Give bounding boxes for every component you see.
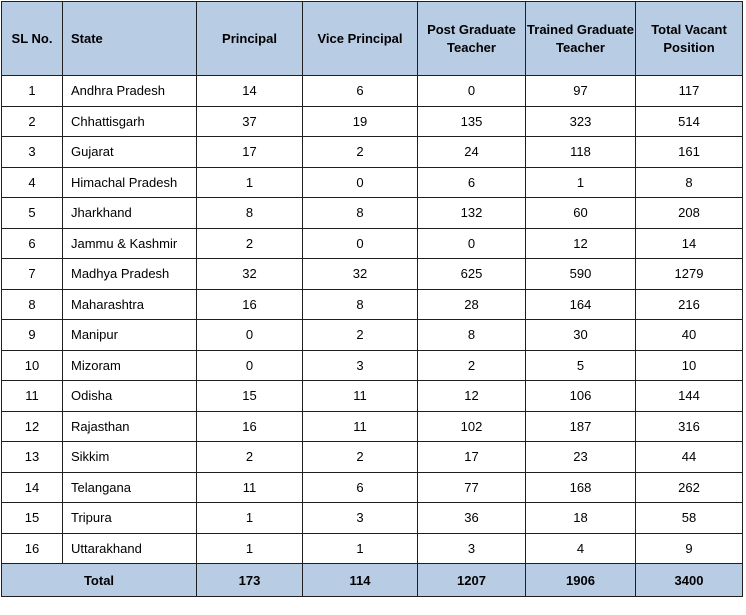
state-cell: Jharkhand — [63, 198, 197, 229]
table-row — [2, 411, 743, 442]
post-graduate-teacher-cell: 28 — [418, 289, 526, 320]
vice-principal-cell: 32 — [303, 259, 418, 290]
principal-cell: 2 — [197, 442, 303, 473]
state-cell: Sikkim — [63, 442, 197, 473]
table-row — [2, 137, 743, 168]
total-vacant-position-cell: 514 — [636, 106, 743, 137]
total-trained-graduate-teacher: 1906 — [526, 564, 636, 597]
sl-no-cell: 2 — [2, 106, 63, 137]
header-vice-principal: Vice Principal — [303, 2, 418, 76]
post-graduate-teacher-cell: 12 — [418, 381, 526, 412]
header-trained-graduate-teacher: Trained Graduate Teacher — [526, 2, 636, 76]
vice-principal-cell: 3 — [303, 350, 418, 381]
post-graduate-teacher-cell: 36 — [418, 503, 526, 534]
sl-no-cell: 5 — [2, 198, 63, 229]
table-row — [2, 198, 743, 229]
header-post-graduate-teacher: Post Graduate Teacher — [418, 2, 526, 76]
principal-cell: 32 — [197, 259, 303, 290]
principal-cell: 37 — [197, 106, 303, 137]
table-row — [2, 533, 743, 564]
principal-cell: 0 — [197, 320, 303, 351]
vice-principal-cell: 2 — [303, 442, 418, 473]
trained-graduate-teacher-cell: 187 — [526, 411, 636, 442]
trained-graduate-teacher-cell: 164 — [526, 289, 636, 320]
post-graduate-teacher-cell: 135 — [418, 106, 526, 137]
principal-cell: 17 — [197, 137, 303, 168]
state-cell: Tripura — [63, 503, 197, 534]
table-row — [2, 472, 743, 503]
table-row — [2, 259, 743, 290]
sl-no-cell: 6 — [2, 228, 63, 259]
sl-no-cell: 7 — [2, 259, 63, 290]
table-header — [2, 2, 743, 76]
total-vacant-position-cell: 9 — [636, 533, 743, 564]
vice-principal-cell: 2 — [303, 320, 418, 351]
principal-cell: 1 — [197, 167, 303, 198]
vice-principal-cell: 6 — [303, 76, 418, 107]
sl-no-cell: 11 — [2, 381, 63, 412]
vice-principal-cell: 11 — [303, 381, 418, 412]
table-row — [2, 503, 743, 534]
header-principal: Principal — [197, 2, 303, 76]
trained-graduate-teacher-cell: 323 — [526, 106, 636, 137]
state-cell: Rajasthan — [63, 411, 197, 442]
total-vacant-position-cell: 40 — [636, 320, 743, 351]
vice-principal-cell: 2 — [303, 137, 418, 168]
principal-cell: 1 — [197, 533, 303, 564]
state-cell: Manipur — [63, 320, 197, 351]
sl-no-cell: 1 — [2, 76, 63, 107]
state-cell: Jammu & Kashmir — [63, 228, 197, 259]
state-cell: Telangana — [63, 472, 197, 503]
table-row — [2, 76, 743, 107]
trained-graduate-teacher-cell: 60 — [526, 198, 636, 229]
vice-principal-cell: 0 — [303, 228, 418, 259]
trained-graduate-teacher-cell: 106 — [526, 381, 636, 412]
sl-no-cell: 13 — [2, 442, 63, 473]
table-row — [2, 381, 743, 412]
sl-no-cell: 8 — [2, 289, 63, 320]
sl-no-cell: 16 — [2, 533, 63, 564]
principal-cell: 2 — [197, 228, 303, 259]
total-vacant-position-cell: 216 — [636, 289, 743, 320]
vice-principal-cell: 6 — [303, 472, 418, 503]
table-row — [2, 167, 743, 198]
vice-principal-cell: 0 — [303, 167, 418, 198]
total-vacant-position-cell: 8 — [636, 167, 743, 198]
total-vice-principal: 114 — [303, 564, 418, 597]
header-state: State — [63, 2, 197, 76]
table-row — [2, 350, 743, 381]
total-vacant-position-cell: 14 — [636, 228, 743, 259]
principal-cell: 0 — [197, 350, 303, 381]
total-vacant-position-cell: 262 — [636, 472, 743, 503]
principal-cell: 1 — [197, 503, 303, 534]
vice-principal-cell: 3 — [303, 503, 418, 534]
post-graduate-teacher-cell: 24 — [418, 137, 526, 168]
trained-graduate-teacher-cell: 97 — [526, 76, 636, 107]
table-row — [2, 106, 743, 137]
post-graduate-teacher-cell: 6 — [418, 167, 526, 198]
trained-graduate-teacher-cell: 23 — [526, 442, 636, 473]
sl-no-cell: 15 — [2, 503, 63, 534]
state-cell: Maharashtra — [63, 289, 197, 320]
total-vacant-position-cell: 58 — [636, 503, 743, 534]
post-graduate-teacher-cell: 17 — [418, 442, 526, 473]
total-vacant-position-cell: 1279 — [636, 259, 743, 290]
state-cell: Madhya Pradesh — [63, 259, 197, 290]
total-vacant-position-cell: 208 — [636, 198, 743, 229]
trained-graduate-teacher-cell: 4 — [526, 533, 636, 564]
post-graduate-teacher-cell: 0 — [418, 228, 526, 259]
state-cell: Odisha — [63, 381, 197, 412]
state-cell: Gujarat — [63, 137, 197, 168]
total-vacant-position-cell: 117 — [636, 76, 743, 107]
vacancy-table — [1, 1, 743, 597]
vice-principal-cell: 11 — [303, 411, 418, 442]
total-vacant-position: 3400 — [636, 564, 743, 597]
sl-no-cell: 3 — [2, 137, 63, 168]
sl-no-cell: 4 — [2, 167, 63, 198]
sl-no-cell: 12 — [2, 411, 63, 442]
post-graduate-teacher-cell: 132 — [418, 198, 526, 229]
post-graduate-teacher-cell: 2 — [418, 350, 526, 381]
table-row — [2, 442, 743, 473]
trained-graduate-teacher-cell: 118 — [526, 137, 636, 168]
total-vacant-position-cell: 316 — [636, 411, 743, 442]
header-total-vacant-position: Total Vacant Position — [636, 2, 743, 76]
trained-graduate-teacher-cell: 12 — [526, 228, 636, 259]
post-graduate-teacher-cell: 77 — [418, 472, 526, 503]
total-label: Total — [2, 564, 197, 597]
vice-principal-cell: 19 — [303, 106, 418, 137]
total-post-graduate-teacher: 1207 — [418, 564, 526, 597]
post-graduate-teacher-cell: 625 — [418, 259, 526, 290]
trained-graduate-teacher-cell: 5 — [526, 350, 636, 381]
total-vacant-position-cell: 144 — [636, 381, 743, 412]
trained-graduate-teacher-cell: 590 — [526, 259, 636, 290]
header-sl-no: SL No. — [2, 2, 63, 76]
principal-cell: 16 — [197, 411, 303, 442]
table-row — [2, 228, 743, 259]
table-row — [2, 320, 743, 351]
table-footer — [2, 564, 743, 597]
post-graduate-teacher-cell: 8 — [418, 320, 526, 351]
trained-graduate-teacher-cell: 1 — [526, 167, 636, 198]
post-graduate-teacher-cell: 0 — [418, 76, 526, 107]
post-graduate-teacher-cell: 3 — [418, 533, 526, 564]
sl-no-cell: 14 — [2, 472, 63, 503]
principal-cell: 16 — [197, 289, 303, 320]
header-row — [2, 2, 743, 76]
principal-cell: 11 — [197, 472, 303, 503]
total-vacant-position-cell: 44 — [636, 442, 743, 473]
vice-principal-cell: 1 — [303, 533, 418, 564]
total-row — [2, 564, 743, 597]
post-graduate-teacher-cell: 102 — [418, 411, 526, 442]
state-cell: Chhattisgarh — [63, 106, 197, 137]
table-body — [2, 76, 743, 564]
sl-no-cell: 9 — [2, 320, 63, 351]
principal-cell: 8 — [197, 198, 303, 229]
trained-graduate-teacher-cell: 168 — [526, 472, 636, 503]
total-principal: 173 — [197, 564, 303, 597]
vice-principal-cell: 8 — [303, 198, 418, 229]
principal-cell: 15 — [197, 381, 303, 412]
principal-cell: 14 — [197, 76, 303, 107]
trained-graduate-teacher-cell: 18 — [526, 503, 636, 534]
state-cell: Mizoram — [63, 350, 197, 381]
state-cell: Uttarakhand — [63, 533, 197, 564]
sl-no-cell: 10 — [2, 350, 63, 381]
state-cell: Himachal Pradesh — [63, 167, 197, 198]
trained-graduate-teacher-cell: 30 — [526, 320, 636, 351]
vice-principal-cell: 8 — [303, 289, 418, 320]
total-vacant-position-cell: 10 — [636, 350, 743, 381]
state-cell: Andhra Pradesh — [63, 76, 197, 107]
total-vacant-position-cell: 161 — [636, 137, 743, 168]
table-row — [2, 289, 743, 320]
